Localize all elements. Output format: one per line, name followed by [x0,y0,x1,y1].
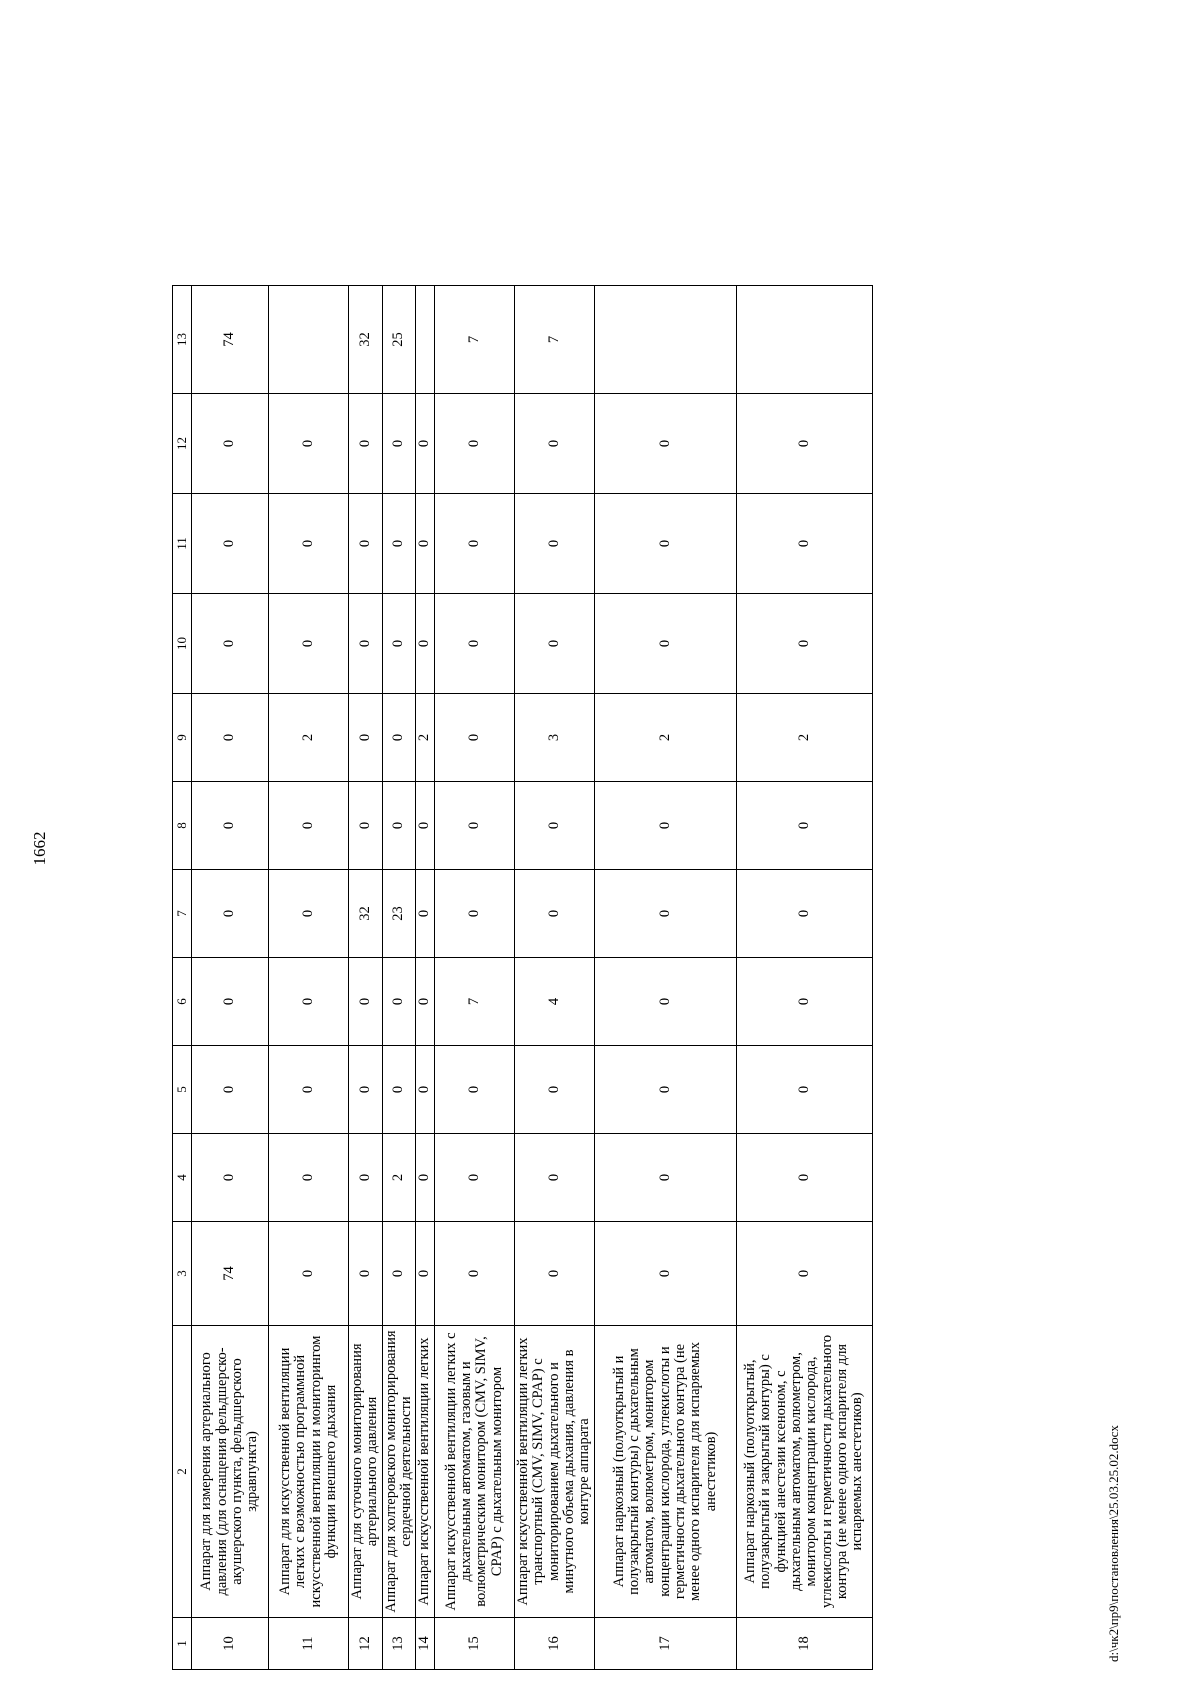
column-number-header: 13 [173,286,192,394]
quantity-cell: 32 [349,286,383,394]
row-number-cell: 12 [349,1618,383,1670]
quantity-cell: 0 [594,494,736,594]
page-number: 1662 [30,831,49,866]
equipment-name-cell: Аппарат наркозный (полуоткрытый, полузакрытый и закрытый контуры) с функцией анестезии ксеноном, с дыхательным автоматом, волюметром, монитором концентрации кислорода, углекислоты и герметичности дыхательного контура (не менее одного испарителя для испаряемых анестетиков) [736,1326,872,1618]
quantity-cell: 0 [514,870,594,958]
equipment-table [172,285,873,1670]
quantity-cell: 0 [382,594,416,694]
quantity-cell: 0 [269,782,349,870]
quantity-cell: 0 [416,782,434,870]
quantity-cell: 0 [349,782,383,870]
column-number-header: 9 [173,694,192,782]
quantity-cell: 0 [736,1046,872,1134]
quantity-cell: 4 [514,958,594,1046]
column-number-header: 10 [173,594,192,694]
quantity-cell: 0 [269,394,349,494]
quantity-cell: 0 [269,1134,349,1222]
quantity-cell: 0 [416,870,434,958]
quantity-cell: 0 [434,694,514,782]
equipment-name-cell: Аппарат наркозный (полуоткрытый и полузакрытый контуры) с дыхательным автоматом, волюметром, монитором концентрации кислорода, углекислоты и герметичности дыхательного контура (не менее одного испарителя для испаряемых анестетиков) [594,1326,736,1618]
quantity-cell: 32 [349,870,383,958]
quantity-cell: 0 [382,1222,416,1326]
quantity-cell: 3 [514,694,594,782]
quantity-cell: 0 [594,782,736,870]
quantity-cell: 23 [382,870,416,958]
row-number-cell: 17 [594,1618,736,1670]
table-row [269,286,349,1670]
quantity-cell: 2 [382,1134,416,1222]
quantity-cell: 0 [269,494,349,594]
quantity-cell: 0 [349,958,383,1046]
quantity-cell [594,286,736,394]
quantity-cell: 2 [736,694,872,782]
quantity-cell: 0 [382,694,416,782]
quantity-cell: 0 [416,958,434,1046]
quantity-cell: 0 [434,1134,514,1222]
quantity-cell: 0 [382,394,416,494]
column-number-header: 5 [173,1046,192,1134]
column-number-header: 11 [173,494,192,594]
quantity-cell: 0 [416,394,434,494]
quantity-cell: 0 [594,1046,736,1134]
quantity-cell: 0 [269,1046,349,1134]
quantity-cell: 2 [594,694,736,782]
quantity-cell: 0 [514,394,594,494]
column-number-header: 3 [173,1222,192,1326]
column-number-header: 12 [173,394,192,494]
quantity-cell: 0 [434,394,514,494]
quantity-cell: 0 [269,1222,349,1326]
row-number-cell: 11 [269,1618,349,1670]
quantity-cell: 0 [736,1134,872,1222]
quantity-cell: 0 [514,494,594,594]
quantity-cell: 74 [192,286,269,394]
equipment-name-cell: Аппарат искусственной вентиляции легких с дыхательным автоматом, газовым и волюметрическим монитором (CMV, SIMV, CPAP) с дыхательным монитором [434,1326,514,1618]
quantity-cell: 0 [514,1046,594,1134]
row-number-cell: 15 [434,1618,514,1670]
quantity-cell: 0 [736,782,872,870]
file-path-footer: d:\чк2\пр9\постановления\25.03.25.02.docx [1106,1425,1121,1662]
quantity-cell: 0 [349,1046,383,1134]
quantity-cell: 0 [192,594,269,694]
row-number-cell: 14 [416,1618,434,1670]
quantity-cell: 0 [736,494,872,594]
quantity-cell: 0 [349,1134,383,1222]
quantity-cell: 0 [514,782,594,870]
quantity-cell [416,286,434,394]
quantity-cell: 0 [434,494,514,594]
quantity-cell: 0 [434,594,514,694]
quantity-cell: 7 [514,286,594,394]
quantity-cell: 0 [736,1222,872,1326]
quantity-cell: 0 [269,958,349,1046]
table-row [514,286,594,1670]
quantity-cell: 2 [269,694,349,782]
quantity-cell: 0 [594,1222,736,1326]
quantity-cell: 0 [594,870,736,958]
quantity-cell: 0 [382,494,416,594]
quantity-cell: 0 [349,394,383,494]
quantity-cell: 0 [434,782,514,870]
column-number-header: 6 [173,958,192,1046]
quantity-cell: 0 [192,694,269,782]
column-number-header: 2 [173,1326,192,1618]
quantity-cell: 0 [349,494,383,594]
quantity-cell: 0 [416,594,434,694]
quantity-cell: 0 [514,594,594,694]
column-number-header: 1 [173,1618,192,1670]
quantity-cell: 0 [349,1222,383,1326]
column-number-header: 4 [173,1134,192,1222]
quantity-cell: 0 [736,394,872,494]
quantity-cell: 0 [269,870,349,958]
equipment-name-cell: Аппарат искусственной вентиляции легких транспортный (CMV, SIMV, CPAP) с мониторированием дыхательного и минутного объема дыхания, давления в контуре аппарата [514,1326,594,1618]
quantity-cell: 0 [269,594,349,694]
quantity-cell: 7 [434,286,514,394]
quantity-cell: 0 [192,1046,269,1134]
quantity-cell: 0 [192,782,269,870]
column-number-header: 7 [173,870,192,958]
table-header-row [173,286,192,1670]
equipment-name-cell: Аппарат для искусственной вентиляции легких с возможностью программной искусственной вентиляции и мониторингом функции внешнего дыхания [269,1326,349,1618]
quantity-cell: 0 [594,958,736,1046]
table-row [192,286,269,1670]
quantity-cell: 0 [594,1134,736,1222]
quantity-cell: 0 [192,394,269,494]
table-row [382,286,416,1670]
row-number-cell: 13 [382,1618,416,1670]
quantity-cell: 0 [192,494,269,594]
row-number-cell: 16 [514,1618,594,1670]
equipment-name-cell: Аппарат для суточного мониторирования артериального давления [349,1326,383,1618]
table-row [736,286,872,1670]
table-row [594,286,736,1670]
quantity-cell: 0 [514,1134,594,1222]
quantity-cell: 0 [736,594,872,694]
table-row [416,286,434,1670]
quantity-cell: 74 [192,1222,269,1326]
quantity-cell: 0 [192,958,269,1046]
quantity-cell: 7 [434,958,514,1046]
quantity-cell: 0 [416,1134,434,1222]
column-number-header: 8 [173,782,192,870]
table-row [349,286,383,1670]
quantity-cell: 0 [349,694,383,782]
quantity-cell: 0 [434,1222,514,1326]
quantity-cell: 0 [416,1222,434,1326]
quantity-cell: 0 [736,870,872,958]
quantity-cell: 25 [382,286,416,394]
quantity-cell: 0 [594,394,736,494]
quantity-cell: 0 [349,594,383,694]
quantity-cell: 0 [382,1046,416,1134]
row-number-cell: 10 [192,1618,269,1670]
equipment-name-cell: Аппарат для измерения артериального давления (для оснащения фельдшерско-акушерского пункта, фельдшерского здравпункта) [192,1326,269,1618]
quantity-cell [269,286,349,394]
quantity-cell: 0 [416,494,434,594]
quantity-cell: 0 [192,1134,269,1222]
quantity-cell: 0 [434,870,514,958]
quantity-cell: 0 [192,870,269,958]
quantity-cell: 0 [382,782,416,870]
table-row [434,286,514,1670]
quantity-cell: 0 [514,1222,594,1326]
row-number-cell: 18 [736,1618,872,1670]
quantity-cell: 0 [736,958,872,1046]
quantity-cell [736,286,872,394]
equipment-name-cell: Аппарат для холтеровского мониторирования сердечной деятельности [382,1326,416,1618]
quantity-cell: 0 [416,1046,434,1134]
equipment-name-cell: Аппарат искусственной вентиляции легких [416,1326,434,1618]
quantity-cell: 0 [434,1046,514,1134]
quantity-cell: 0 [594,594,736,694]
quantity-cell: 0 [382,958,416,1046]
quantity-cell: 2 [416,694,434,782]
